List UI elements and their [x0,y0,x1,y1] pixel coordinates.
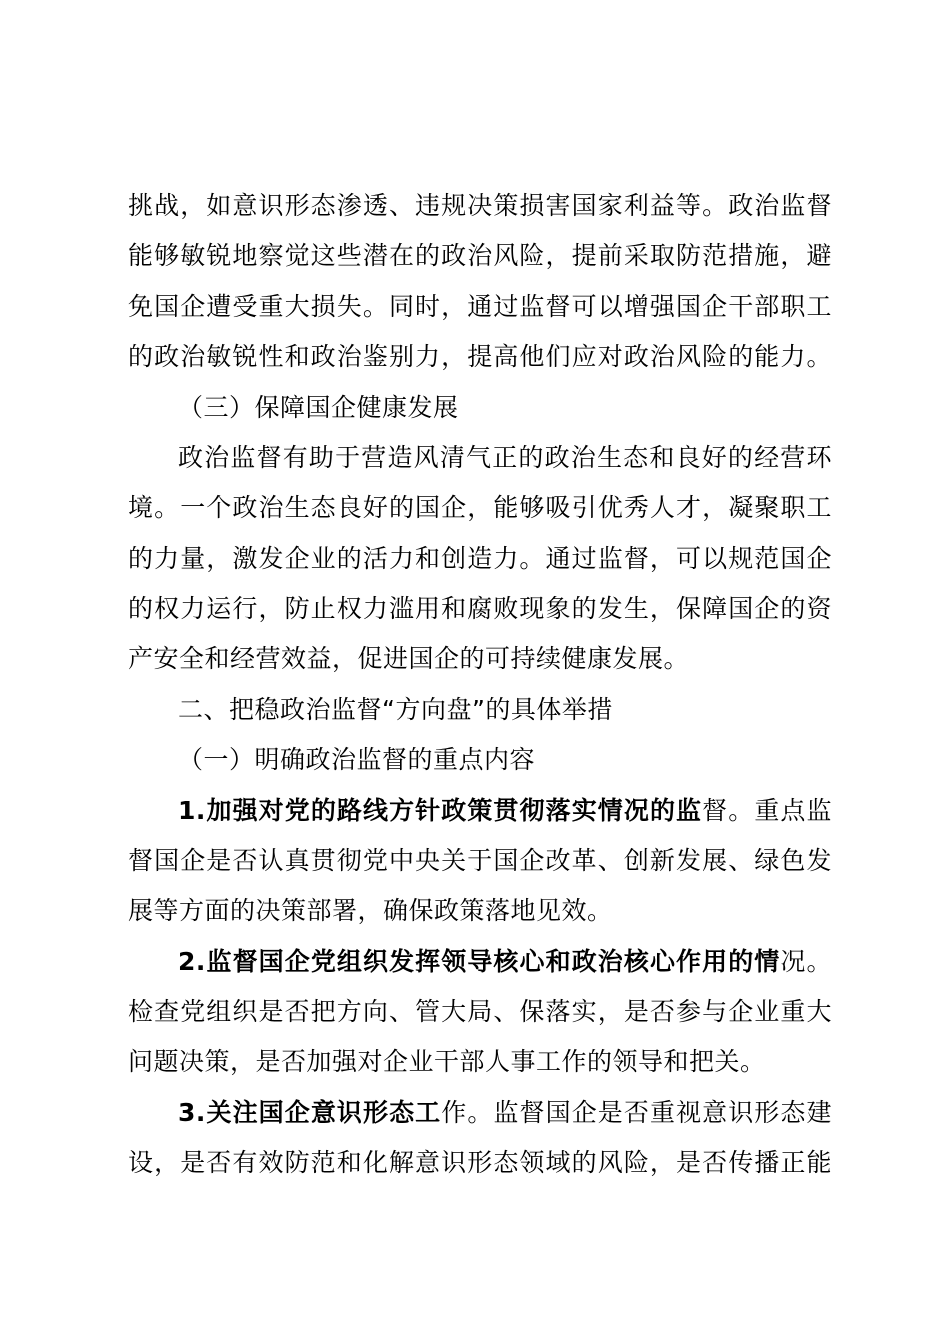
text-line: 督国企是否认真贯彻党中央关于国企改革、创新发展、绿色发 [128,846,832,875]
text-line: 能够敏锐地察觉这些潜在的政治风险，提前采取防范措施，避 [128,241,832,270]
text-line: 产安全和经营效益，促进国企的可持续健康发展。 [128,644,690,673]
text-line: 的权力运行，防止权力滥用和腐败现象的发生，保障国企的资 [128,594,832,623]
text-line: 的力量，激发企业的活力和创造力。通过监督，可以规范国企 [128,544,832,573]
text-line: 问题决策，是否加强对企业干部人事工作的领导和把关。 [128,1047,766,1076]
text-line: 检查党组织是否把方向、管大局、保落实，是否参与企业重大 [128,997,832,1026]
item-text: 督。重点监 [702,796,832,825]
numbered-item-line [178,795,832,827]
numbered-item-line [178,946,832,978]
item-bold-lead: 2.监督国企党组织发挥领导核心和政治核心作用的情 [178,947,781,976]
numbered-item-line [178,1097,832,1129]
item-bold-lead: 3.关注国企意识形态工 [178,1098,442,1127]
text-line: 挑战，如意识形态渗透、违规决策损害国家利益等。政治监督 [128,191,832,220]
item-text: 作。监督国企是否重视意识形态建 [441,1098,832,1127]
section-heading: （三）保障国企健康发展 [178,393,459,422]
chapter-heading: 二、把稳政治监督“方向盘”的具体举措 [178,695,613,724]
item-text: 况。 [780,947,832,976]
text-line: 设，是否有效防范和化解意识形态领域的风险，是否传播正能 [128,1148,832,1177]
text-line: 免国企遭受重大损失。同时，通过监督可以增强国企干部职工 [128,292,832,321]
text-line: 的政治敏锐性和政治鉴别力，提高他们应对政治风险的能力。 [128,342,832,371]
text-line: 政治监督有助于营造风清气正的政治生态和良好的经营环 [178,443,832,472]
text-line: 展等方面的决策部署，确保政策落地见效。 [128,896,613,925]
section-heading: （一）明确政治监督的重点内容 [178,745,536,774]
item-bold-lead: 1.加强对党的路线方针政策贯彻落实情况的监 [178,796,703,825]
text-line: 境。一个政治生态良好的国企，能够吸引优秀人才，凝聚职工 [128,493,832,522]
